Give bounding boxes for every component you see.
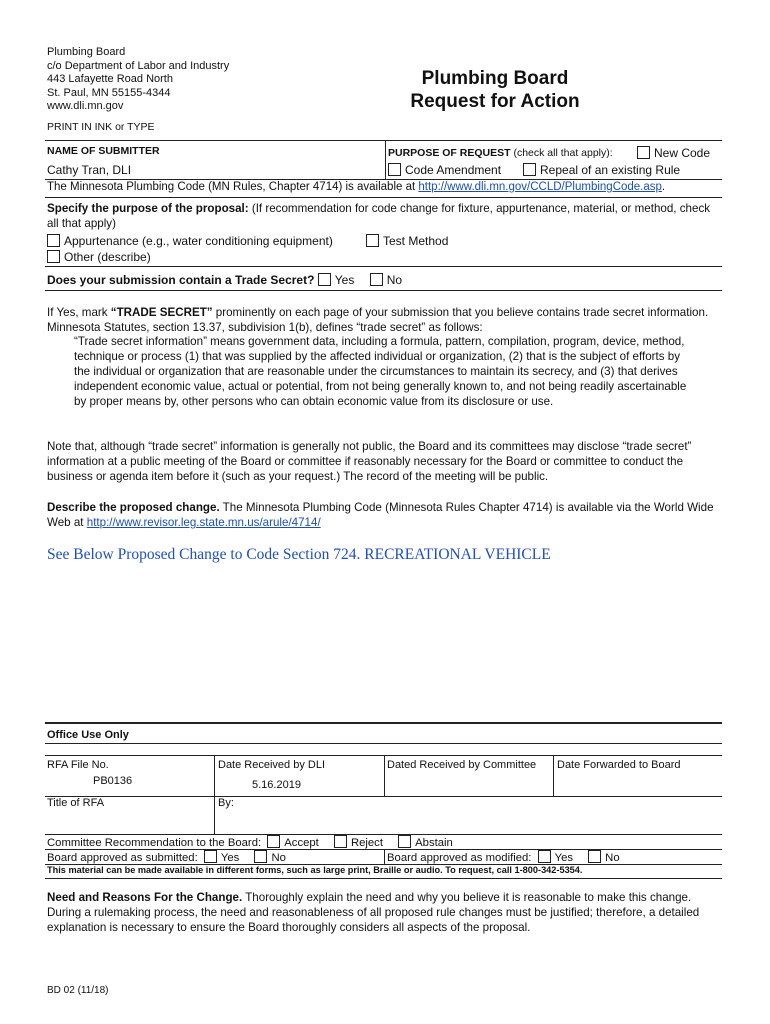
describe-change xyxy=(47,500,715,530)
modified-no[interactable] xyxy=(588,852,619,864)
code-availability-suffix: . xyxy=(661,181,666,193)
option-label: Repeal of an existing Rule xyxy=(540,163,681,177)
address-line: 443 Lafayette Road North xyxy=(47,73,173,85)
option-appurtenance[interactable] xyxy=(47,234,333,248)
rfa-file-value[interactable]: PB0136 xyxy=(93,775,133,787)
print-note: PRINT IN INK or TYPE xyxy=(47,121,155,133)
address-line: c/o Department of Labor and Industry xyxy=(47,59,230,72)
rfa-title-label: Title of RFA xyxy=(47,797,105,809)
checkbox[interactable] xyxy=(366,234,379,247)
text: prominently on each page of your submission that you believe contains trade secret information. Minnesota Statutes, section 13.37, subdivision 1(b), defines “trade secret” as follows: xyxy=(47,306,709,334)
proposal-label: Specify the purpose of the proposal: xyxy=(47,202,249,215)
board-approved-modified xyxy=(387,850,620,864)
trade-secret-definition: “Trade secret information” means government data, including a formula, pattern, compilation, program, device, method, technique or process (1) that was supplied by the affected individual or organization, (2) that is the subject of efforts by the individual or organization that are reasonable under the circumstances to maintain its secrecy, and (3) that derives independent economic value, actual or potential, from not being generally known to, and not being readily ascertainable by proper means by, other persons who can obtain economic value from its disclosure or use. xyxy=(74,335,687,408)
proposed-change-entry[interactable]: See Below Proposed Change to Code Section 724. RECREATIONAL VEHICLE xyxy=(47,546,551,563)
divider xyxy=(45,140,722,141)
code-availability-text: The Minnesota Plumbing Code (MN Rules, Chapter 4714) is available at xyxy=(47,181,419,193)
option-label: No xyxy=(271,852,286,864)
rec-abstain[interactable] xyxy=(398,837,453,849)
alternate-format-note: This material can be made available in different forms, such as large print, Braille or audio. To request, call 1-800-342-5354. xyxy=(47,865,583,875)
checkbox[interactable] xyxy=(318,273,331,286)
option-label: Test Method xyxy=(383,234,449,248)
checkbox[interactable] xyxy=(334,835,347,848)
option-label: No xyxy=(605,852,620,864)
purpose-hint: (check all that apply): xyxy=(513,147,613,159)
approved-label: Board approved as submitted: xyxy=(47,852,198,864)
trade-secret-paragraph xyxy=(47,305,715,335)
need-label: Need and Reasons For the Change. xyxy=(47,891,243,904)
address-line: St. Paul, MN 55155-4344 xyxy=(47,86,171,99)
checkbox[interactable] xyxy=(47,234,60,247)
board-approved-submitted xyxy=(47,850,286,864)
proposal-text: (If recommendation for code change for fixture, appurtenance, material, or method, check all that apply) xyxy=(47,202,711,230)
option-code-amendment[interactable] xyxy=(388,163,501,177)
checkbox[interactable] xyxy=(204,850,217,863)
address-line: Plumbing Board xyxy=(47,46,126,58)
divider xyxy=(384,849,385,864)
rfa-file-label: RFA File No. xyxy=(47,759,109,771)
describe-label: Describe the proposed change. xyxy=(47,501,220,514)
committee-rec-label: Committee Recommendation to the Board: xyxy=(47,837,262,849)
purpose-of-request xyxy=(388,147,613,159)
plumbing-code-link[interactable]: http://www.dli.mn.gov/CCLD/PlumbingCode.asp xyxy=(418,181,662,193)
forwarded-date-label: Date Forwarded to Board xyxy=(557,759,681,771)
proposal-purpose xyxy=(47,201,715,231)
approved-yes[interactable] xyxy=(204,852,239,864)
divider xyxy=(45,743,722,744)
address-block xyxy=(47,46,229,114)
option-label: Yes xyxy=(554,852,574,864)
trade-secret-question xyxy=(47,273,402,287)
submitter-label: NAME OF SUBMITTER xyxy=(47,145,160,157)
by-label: By: xyxy=(218,797,234,809)
divider xyxy=(214,796,215,834)
option-label: New Code xyxy=(654,146,711,160)
checkbox[interactable] xyxy=(47,250,60,263)
trade-secret-label: Does your submission contain a Trade Secret? xyxy=(47,273,315,287)
purpose-label: PURPOSE OF REQUEST xyxy=(388,147,511,159)
option-label: Appurtenance (e.g., water conditioning equipment) xyxy=(64,234,333,248)
option-other[interactable] xyxy=(47,250,151,264)
text: If Yes, mark xyxy=(47,306,111,319)
revisor-link[interactable]: http://www.revisor.leg.state.mn.us/arule/4714/ xyxy=(86,516,321,529)
submitter-name[interactable]: Cathy Tran, DLI xyxy=(47,163,132,177)
divider xyxy=(553,755,554,797)
divider xyxy=(45,722,722,724)
option-test-method[interactable] xyxy=(366,234,448,248)
code-availability xyxy=(47,181,665,193)
checkbox[interactable] xyxy=(370,273,383,286)
checkbox[interactable] xyxy=(398,835,411,848)
approved-no[interactable] xyxy=(254,852,285,864)
divider xyxy=(45,197,722,198)
modified-yes[interactable] xyxy=(538,852,573,864)
rec-reject[interactable] xyxy=(334,837,383,849)
option-label: Abstain xyxy=(415,837,453,849)
divider xyxy=(45,266,722,267)
divider xyxy=(45,796,722,797)
trade-secret-no[interactable] xyxy=(370,273,402,287)
checkbox[interactable] xyxy=(538,850,551,863)
need-and-reasons xyxy=(47,890,715,935)
divider xyxy=(45,878,722,879)
checkbox[interactable] xyxy=(637,146,650,159)
office-use-heading: Office Use Only xyxy=(47,729,129,741)
address-line: www.dli.mn.gov xyxy=(47,100,124,112)
option-new-code[interactable] xyxy=(637,146,710,160)
checkbox[interactable] xyxy=(267,835,280,848)
option-label: Other (describe) xyxy=(64,250,151,264)
divider xyxy=(385,141,386,179)
date-received-value[interactable]: 5.16.2019 xyxy=(252,779,301,791)
checkbox[interactable] xyxy=(388,163,401,176)
trade-secret-yes[interactable] xyxy=(318,273,355,287)
trade-secret-emphasis: “TRADE SECRET” xyxy=(110,306,213,319)
divider xyxy=(45,179,722,180)
title-line-1: Plumbing Board xyxy=(421,68,569,89)
checkbox[interactable] xyxy=(523,163,536,176)
checkbox[interactable] xyxy=(588,850,601,863)
modified-label: Board approved as modified: xyxy=(387,852,532,864)
option-label: No xyxy=(386,273,403,287)
need-text: Thoroughly explain the need and why you believe it is reasonable to make this change. During a rulemaking process, the need and reasonableness of all proposed rule changes must be justified; therefore, a detailed explanation is necessary to ensure the Board thoroughly considers all aspects of the proposal. xyxy=(47,891,700,934)
divider xyxy=(45,290,722,291)
option-label: Yes xyxy=(220,852,240,864)
option-label: Reject xyxy=(350,837,383,849)
title-line-2: Request for Action xyxy=(410,91,580,112)
option-label: Accept xyxy=(284,837,319,849)
divider xyxy=(384,755,385,797)
committee-recommendation xyxy=(47,835,453,849)
option-label: Yes xyxy=(334,273,355,287)
describe-text: The Minnesota Plumbing Code (Minnesota Rules Chapter 4714) is available via the World Wide Web at xyxy=(47,501,714,529)
date-received-label: Date Received by DLI xyxy=(218,759,325,771)
page-title xyxy=(390,67,600,113)
committee-date-label: Dated Received by Committee xyxy=(387,759,537,771)
form-id: BD 02 (11/18) xyxy=(47,985,109,996)
option-label: Code Amendment xyxy=(405,163,502,177)
trade-secret-note: Note that, although “trade secret” information is generally not public, the Board and its committees may disclose “trade secret” information at a public meeting of the Board or committee if reasonably necessary for the Board or committee to conduct the business or agenda item before it (such as your request.) The record of the meeting will be public. xyxy=(47,440,692,483)
rec-accept[interactable] xyxy=(267,837,319,849)
option-repeal-rule[interactable] xyxy=(523,163,680,177)
divider xyxy=(214,755,215,797)
checkbox[interactable] xyxy=(254,850,267,863)
